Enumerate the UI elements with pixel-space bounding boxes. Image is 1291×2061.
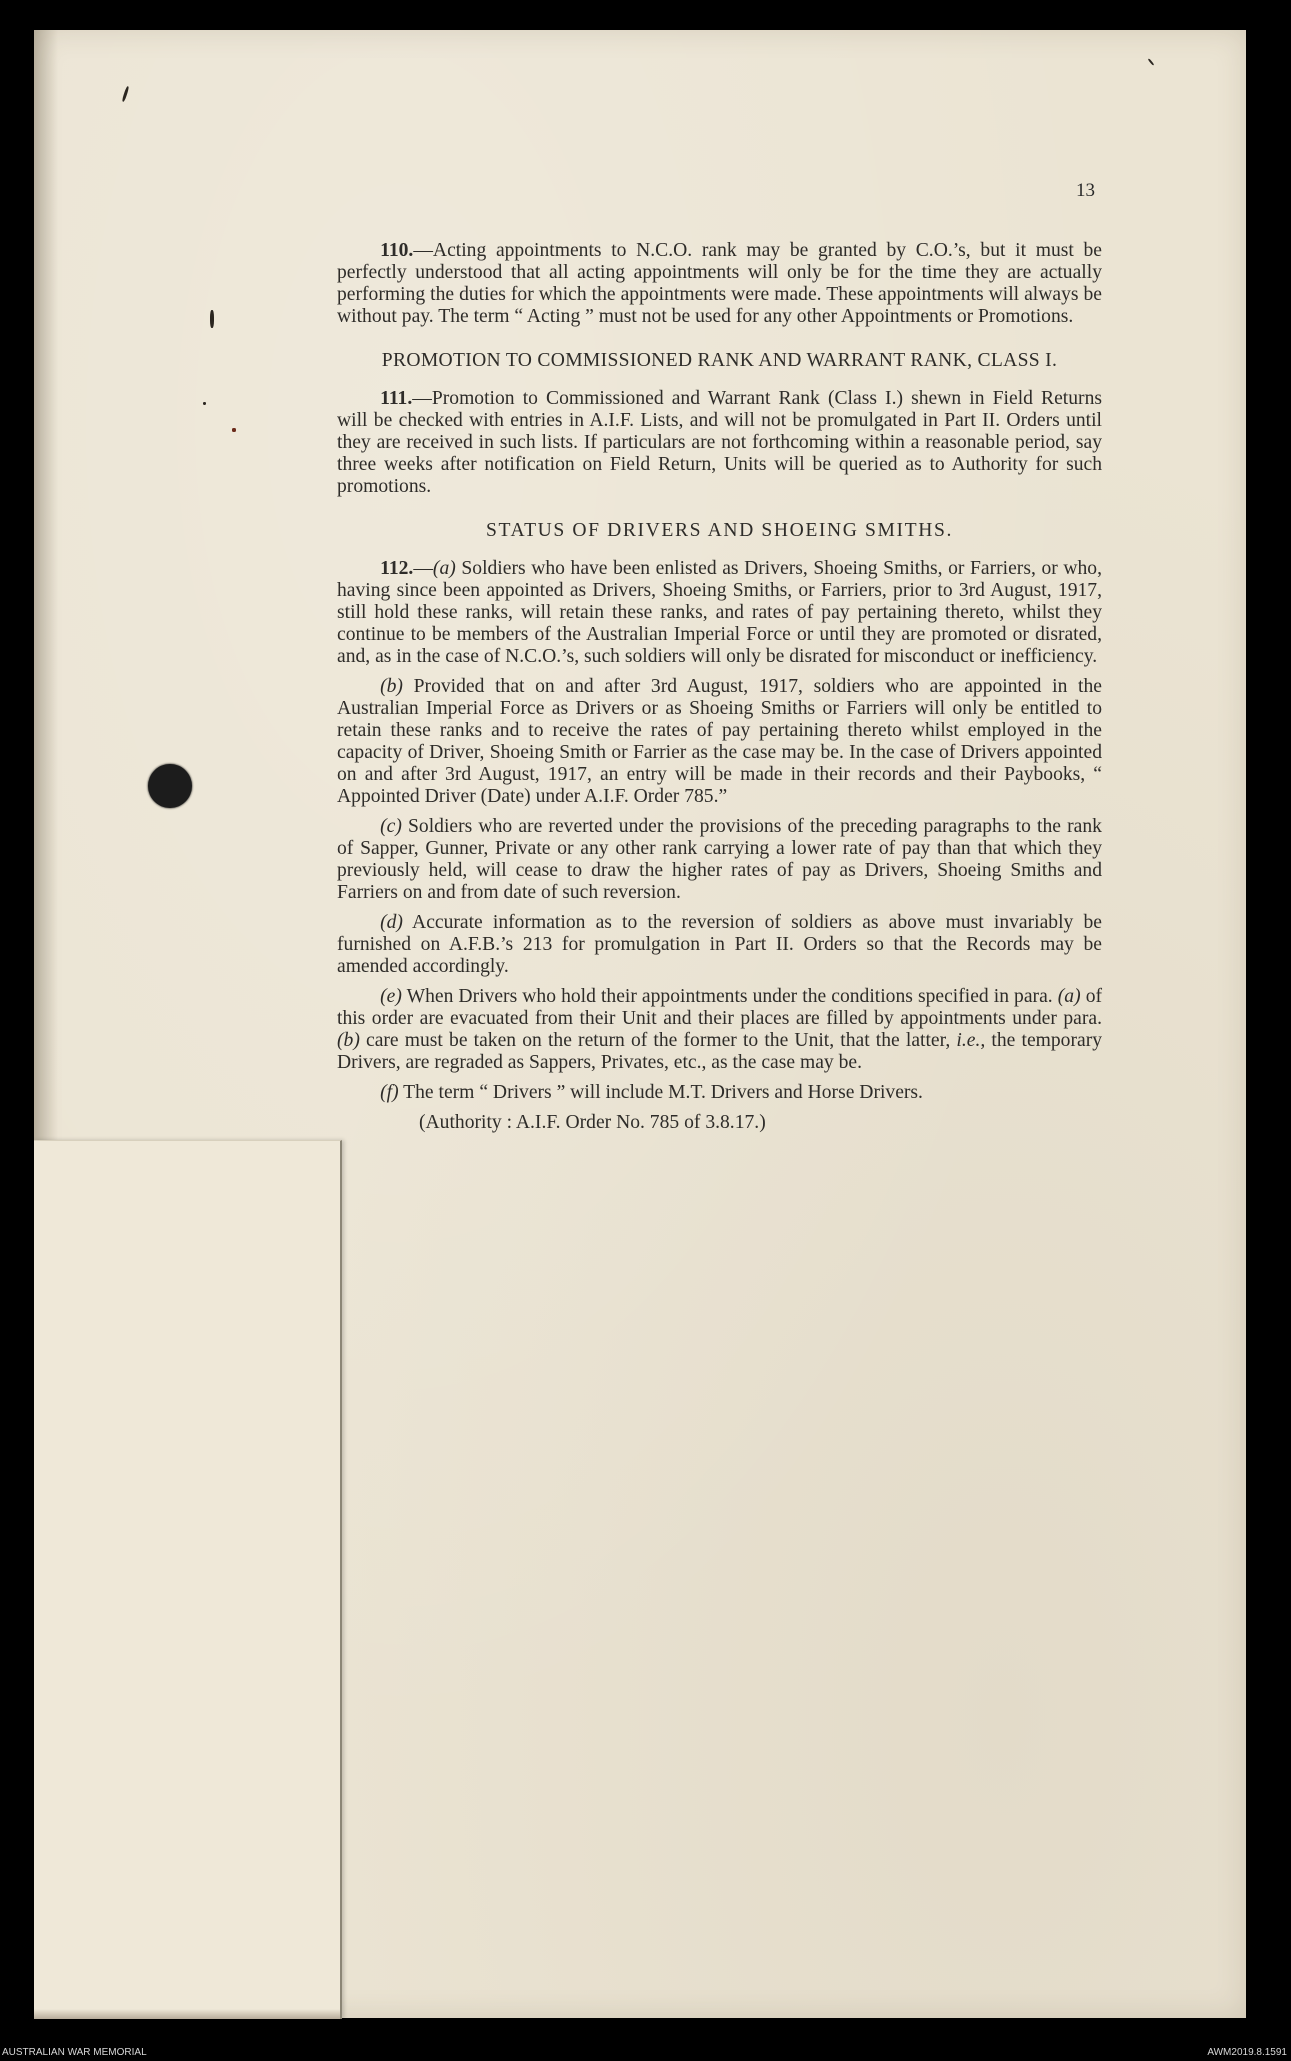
paragraph-reference: (b) (337, 1030, 360, 1051)
paragraph-110 (337, 240, 1102, 328)
paragraph-number: 112. (380, 558, 414, 579)
paragraph-112c (337, 816, 1102, 904)
paragraph-number: 110. (380, 240, 414, 261)
subparagraph-marker: (f) (380, 1082, 399, 1103)
paragraph-number: 111. (380, 388, 413, 409)
document-body (337, 240, 1102, 1134)
paragraph-text: Provided that on and after 3rd August, 1917, soldiers who are appointed in the Australian Imperial Force as Drivers or as Shoeing Smiths or Farriers will only be entitled to retain these ranks and to receive the rates of pay pertaining thereto whilst employed in the capacity of Driver, Shoeing Smith or Farrier as the case may be. In the case of Drivers appointed on and after 3rd August, 1917, an entry will be made in their records and their Paybooks, “ Appointed Driver (Date) under A.I.F. Order 785.” (337, 676, 1102, 807)
ink-speck (232, 428, 236, 432)
archive-credit: AUSTRALIAN WAR MEMORIAL (2, 2047, 147, 2058)
paragraph-text: care must be taken on the return of the former to the Unit, that the latter, (366, 1030, 951, 1051)
paragraph-text: Soldiers who have been enlisted as Drivers, Shoeing Smiths, or Farriers, or who, having since been appointed as Drivers, Shoeing Smiths, or Farriers, prior to 3rd August, 1917, still hold these ranks, will retain these ranks, and rates of pay pertaining thereto, whilst they continue to be members of the Australian Imperial Force or until they are promoted or disrated, and, as in the case of N.C.O.’s, such soldiers will only be disrated for misconduct or inefficiency. (337, 558, 1102, 667)
page-edge-shadow (34, 30, 58, 1140)
subparagraph-marker: (c) (380, 816, 402, 837)
ink-speck (210, 310, 214, 328)
paragraph-text: The term “ Drivers ” will include M.T. Drivers and Horse Drivers. (403, 1082, 923, 1103)
paragraph-112f (337, 1082, 1102, 1104)
paragraph-112e (337, 986, 1102, 1074)
paragraph-reference: (a) (1057, 986, 1081, 1007)
paragraph-112d (337, 912, 1102, 978)
subparagraph-marker: (b) (380, 676, 403, 697)
paragraph-text: When Drivers who hold their appointments under the conditions specified in para. (406, 986, 1053, 1007)
paragraph-text: the temporary Drivers, are regraded as Sappers, Privates, etc., as the case may be. (337, 1030, 1103, 1073)
paragraph-text: of this order are evacuated from their Unit and their places are filled by appointments under para. (337, 986, 1103, 1029)
subparagraph-marker: (e) (380, 986, 402, 1007)
ink-speck (203, 402, 206, 405)
paragraph-111 (337, 388, 1102, 498)
paragraph-112a: 112.—(a) Soldiers who have been enlisted as Drivers, Shoeing Smiths, or Farriers, or who, having since been appointed as Drivers, Shoeing Smiths, or Farriers, prior to 3rd August, 1917, still hold these ranks, will retain these ranks, and rates of pay pertaining thereto, whilst they continue to be members of the Australian Imperial Force or until they are promoted or disrated, and, as in the case of N.C.O.’s, such soldiers will only be disrated for misconduct or inefficiency. (337, 558, 1102, 667)
paragraph-text: Soldiers who are reverted under the provisions of the preceding paragraphs to the rank of Sapper, Gunner, Private or any other rank carrying a lower rate of pay than that which they previously held, will cease to draw the higher rates of pay as Drivers, Shoeing Smiths and Farriers on and from date of such reversion. (337, 816, 1102, 903)
authority-citation: (Authority : A.I.F. Order No. 785 of 3.8.17.) (419, 1112, 766, 1133)
section-heading-status: STATUS OF DRIVERS AND SHOEING SMITHS. (486, 520, 953, 541)
latin-abbreviation: i.e., (956, 1030, 986, 1051)
subparagraph-marker: (a) (432, 558, 456, 579)
paragraph-112b (337, 676, 1102, 808)
punch-hole (148, 764, 192, 808)
archive-reference: AWM2019.8.1591 (1207, 2047, 1287, 2058)
subparagraph-marker: (d) (380, 912, 403, 933)
paragraph-text: —Promotion to Commissioned and Warrant Rank (Class I.) shewn in Field Returns will be checked with entries in A.I.F. Lists, and will not be promulgated in Part II. Orders until they are received in such lists. If particulars are not forthcoming within a reasonable period, say three weeks after notification on Field Return, Units will be queried as to Authority for such promotions. (337, 388, 1102, 497)
folded-page-flap (34, 1140, 342, 2019)
page-number: 13 (1076, 180, 1095, 201)
section-heading-promotion: PROMOTION TO COMMISSIONED RANK AND WARRANT RANK, CLASS I. (381, 350, 1058, 371)
paragraph-text: —Acting appointments to N.C.O. rank may be granted by C.O.’s, but it must be perfectly understood that all acting appointments will only be for the time they are actually performing the duties for which the appointments were made. These appointments will always be without pay. The term “ Acting ” must not be used for any other Appointments or Promotions. (337, 240, 1102, 327)
paragraph-text: Accurate information as to the reversion of soldiers as above must invariably be furnished on A.F.B.’s 213 for promulgation in Part II. Orders so that the Records may be amended accordingly. (337, 912, 1102, 977)
